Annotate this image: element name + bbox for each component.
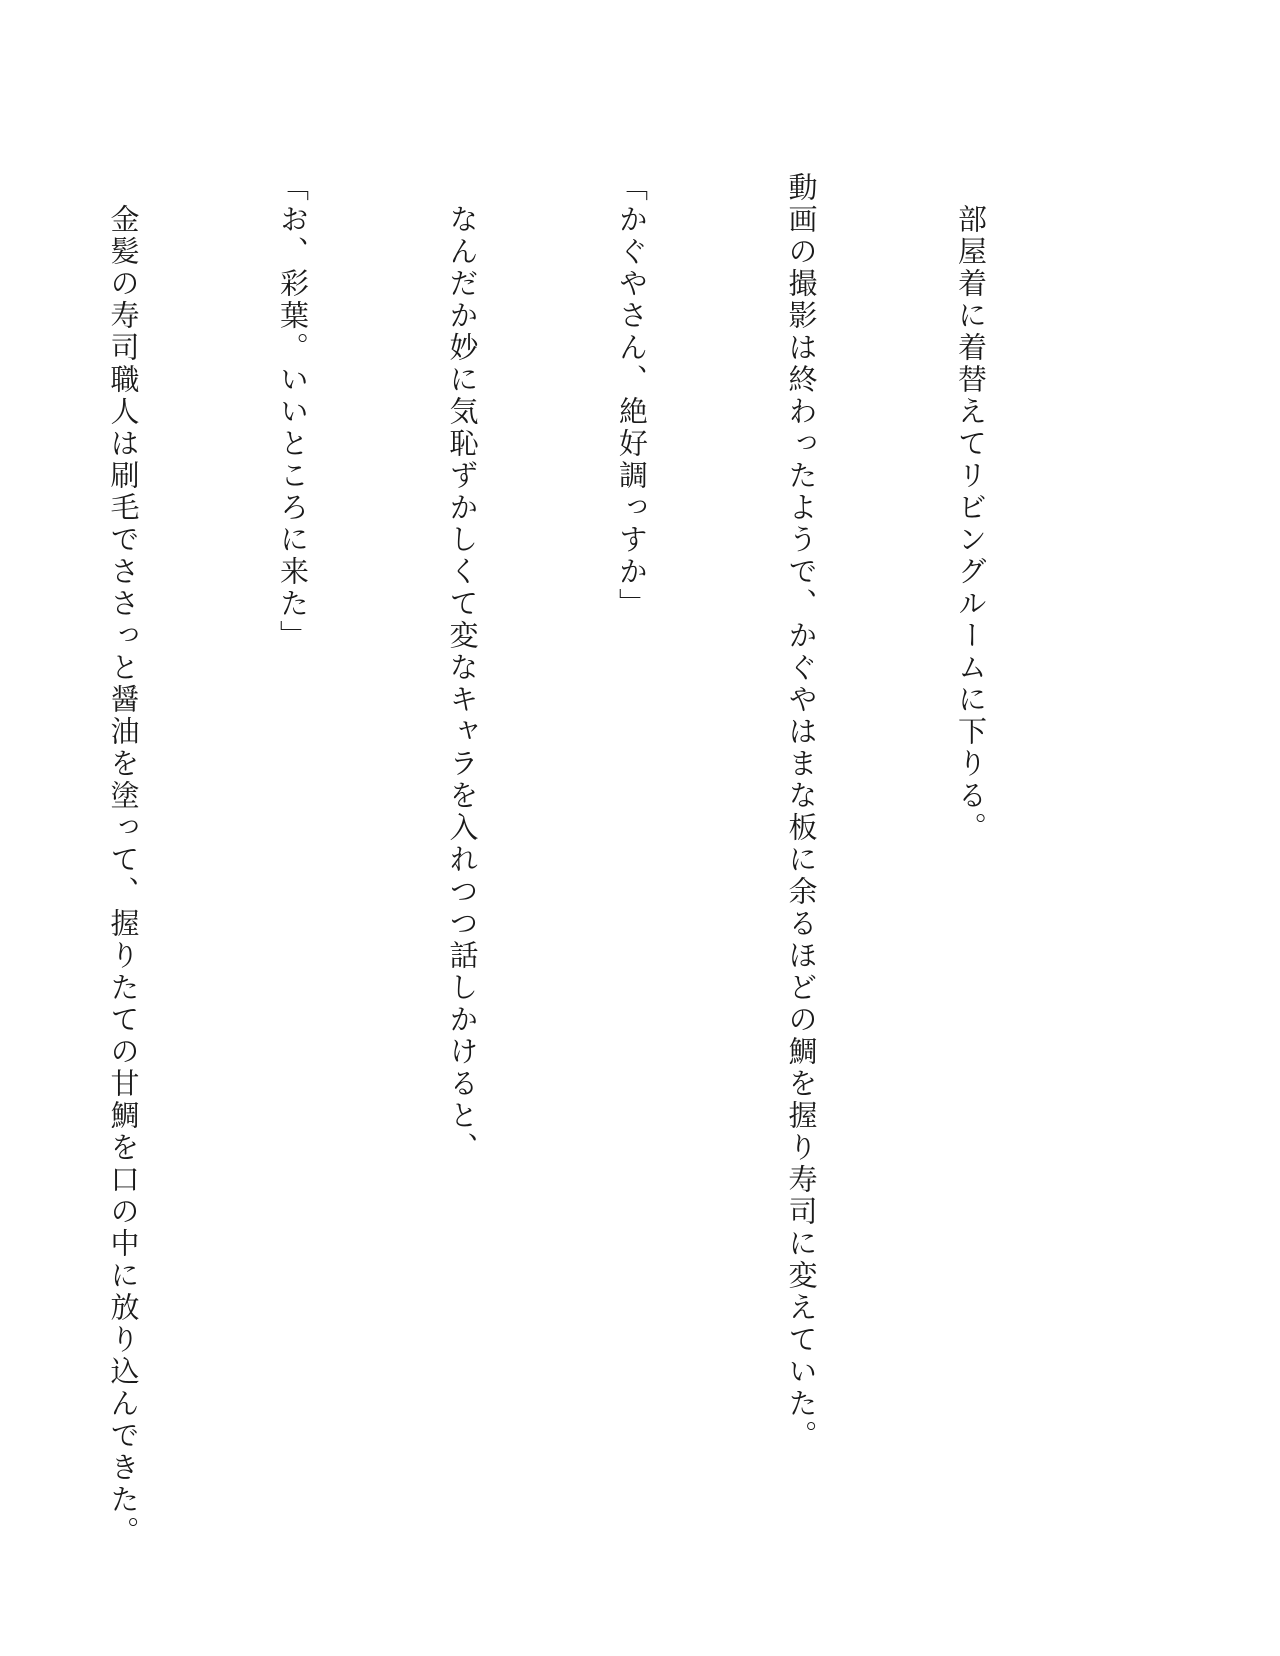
text-line: 動画の撮影は終わったようで、かぐやはまな板に余るほどの鯛を握り寿司に変えていた。 <box>784 172 819 1452</box>
text-line: 金髪の寿司職人は刷毛でささっと醤油を塗って、握りたての甘鯛を口の中に放り込んできた。 <box>106 172 141 1548</box>
text-line: 「かぐやさん、絶好調っすか」 <box>615 172 649 620</box>
vertical-text-body <box>0 172 1112 1548</box>
text-line: 「お、彩葉。いいところに来た」 <box>276 172 310 652</box>
text-line: 部屋着に着替えてリビングルームに下りる。 <box>954 172 988 844</box>
text-line: なんだか妙に気恥ずかしくて変なキャラを入れつつ話しかけると、 <box>445 172 480 1164</box>
